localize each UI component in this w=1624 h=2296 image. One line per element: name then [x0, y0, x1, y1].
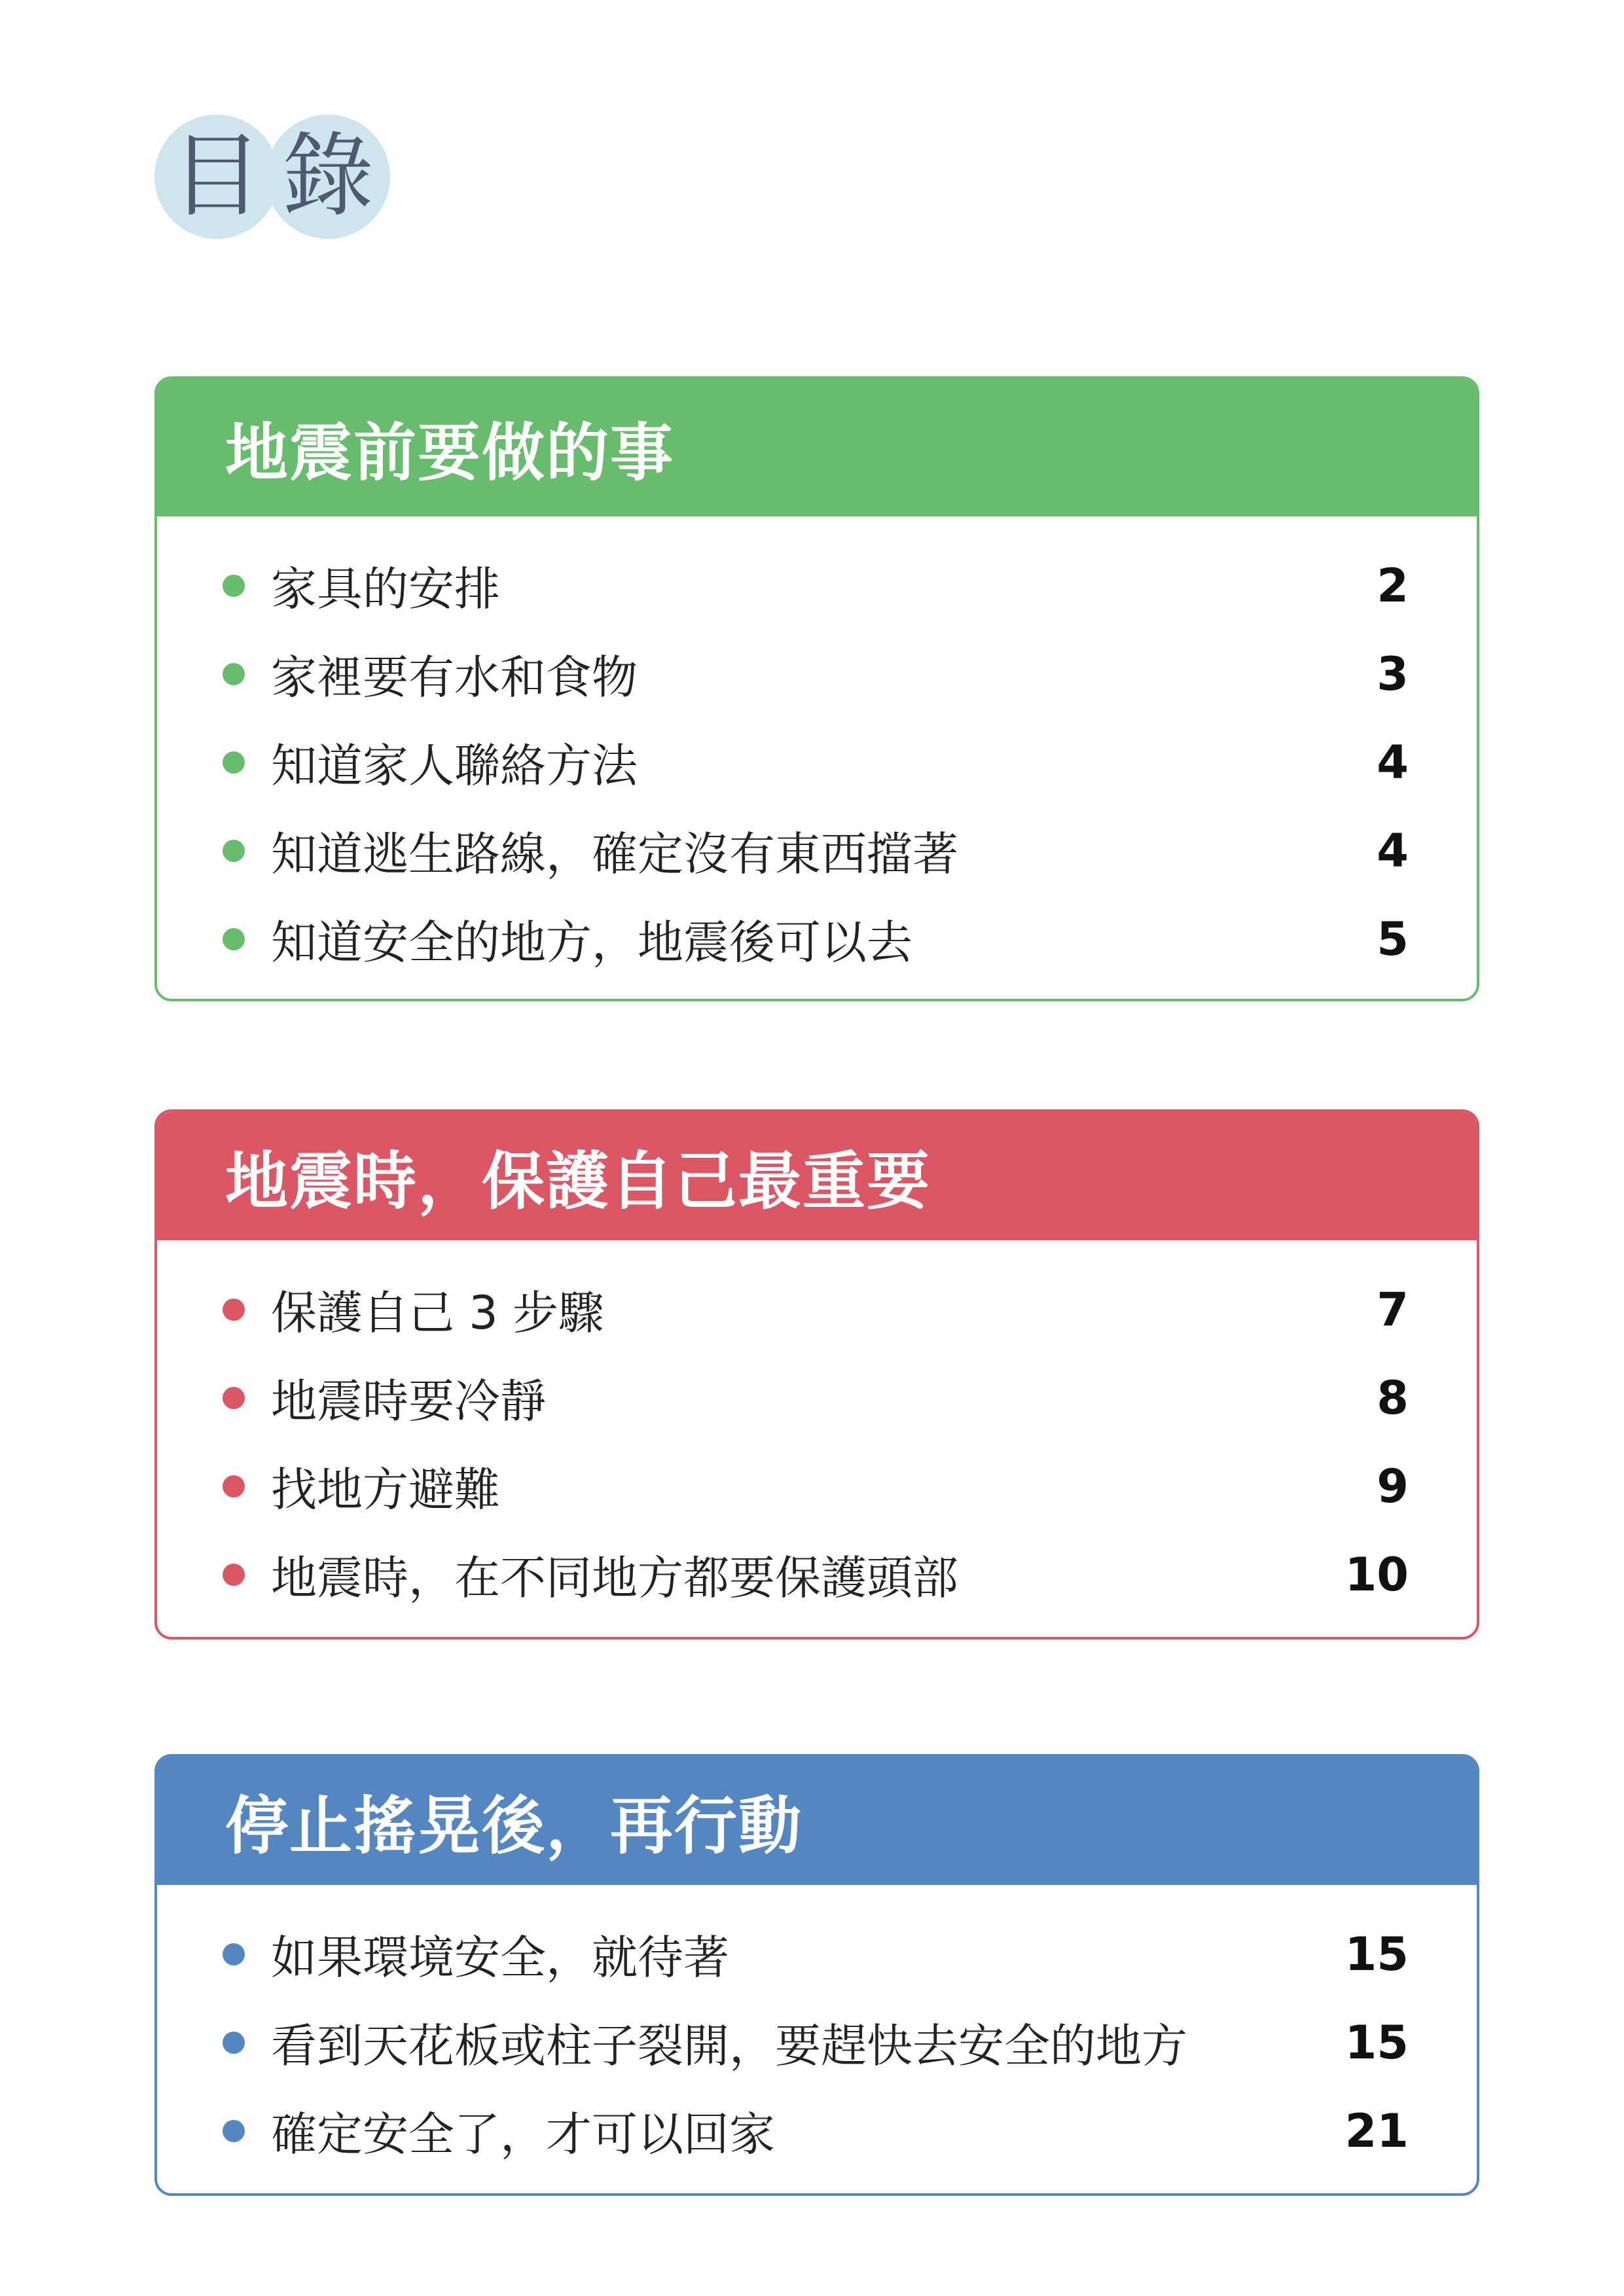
toc-item-page: 10: [1344, 1547, 1409, 1602]
toc-item-page: 4: [1377, 735, 1409, 789]
section-items: [157, 516, 1477, 983]
bullet-icon: [223, 1943, 245, 1965]
toc-item-label: 看到天花板或柱子裂開，要趕快去安全的地方: [271, 2019, 1187, 2073]
toc-item-label: 如果環境安全，就待著: [271, 1931, 729, 1984]
toc-item-label: 地震時，在不同地方都要保護頭部: [271, 1551, 958, 1605]
section-items: [157, 1885, 1477, 2175]
toc-item[interactable]: [157, 806, 1477, 895]
toc-item[interactable]: [157, 895, 1477, 983]
bullet-icon: [223, 840, 245, 862]
toc-item[interactable]: [157, 1265, 1477, 1354]
section-before-earthquake: [154, 376, 1479, 1001]
toc-item-label: 地震時要冷靜: [271, 1374, 546, 1428]
toc-item[interactable]: [157, 630, 1477, 718]
bullet-icon: [223, 1299, 245, 1321]
bullet-icon: [223, 751, 245, 774]
toc-item[interactable]: [157, 1354, 1477, 1442]
bullet-icon: [223, 1387, 245, 1409]
toc-item[interactable]: [157, 2087, 1477, 2175]
section-title: 停止搖晃後，再行動: [225, 1789, 803, 1863]
toc-item-page: 7: [1377, 1282, 1409, 1336]
section-header: [157, 1757, 1477, 1885]
toc-item-page: 4: [1377, 823, 1409, 878]
bullet-icon: [223, 1475, 245, 1498]
toc-item-label: 知道逃生路線，確定沒有東西擋著: [271, 827, 958, 881]
toc-item[interactable]: [157, 541, 1477, 630]
toc-item-page: 9: [1377, 1459, 1409, 1513]
section-during-earthquake: [154, 1109, 1479, 1640]
bullet-icon: [223, 2120, 245, 2142]
toc-item-label: 知道安全的地方，地震後可以去: [271, 916, 912, 969]
toc-item-page: 15: [1344, 2015, 1409, 2070]
section-header: [157, 379, 1477, 516]
toc-item-page: 5: [1377, 912, 1409, 966]
bullet-icon: [223, 663, 245, 685]
toc-item-page: 2: [1377, 558, 1409, 613]
title-char-1: 目: [154, 115, 279, 239]
toc-item-page: 21: [1344, 2104, 1409, 2158]
title-char-2: 錄: [266, 115, 390, 239]
toc-item-label: 確定安全了，才可以回家: [271, 2108, 775, 2161]
toc-item-label: 保護自己 3 步驟: [271, 1286, 605, 1340]
toc-item[interactable]: [157, 1442, 1477, 1530]
toc-item[interactable]: [157, 718, 1477, 806]
toc-item-page: 15: [1344, 1927, 1409, 1981]
bullet-icon: [223, 928, 245, 950]
section-header: [157, 1112, 1477, 1240]
toc-item-label: 找地方避難: [271, 1463, 500, 1516]
toc-item-label: 知道家人聯絡方法: [271, 739, 638, 793]
bullet-icon: [223, 1564, 245, 1586]
toc-item[interactable]: [157, 1530, 1477, 1619]
section-title: 地震前要做的事: [225, 416, 674, 490]
bullet-icon: [223, 2032, 245, 2054]
toc-item-label: 家裡要有水和食物: [271, 651, 638, 704]
toc-item[interactable]: [157, 1910, 1477, 1998]
toc-item[interactable]: [157, 1998, 1477, 2087]
toc-item-page: 8: [1377, 1371, 1409, 1425]
toc-item-label: 家具的安排: [271, 562, 500, 616]
section-items: [157, 1240, 1477, 1619]
bullet-icon: [223, 575, 245, 597]
section-title: 地震時，保護自己最重要: [225, 1144, 931, 1218]
section-after-shaking: [154, 1754, 1479, 2196]
toc-title: [154, 115, 390, 239]
toc-item-page: 3: [1377, 647, 1409, 701]
